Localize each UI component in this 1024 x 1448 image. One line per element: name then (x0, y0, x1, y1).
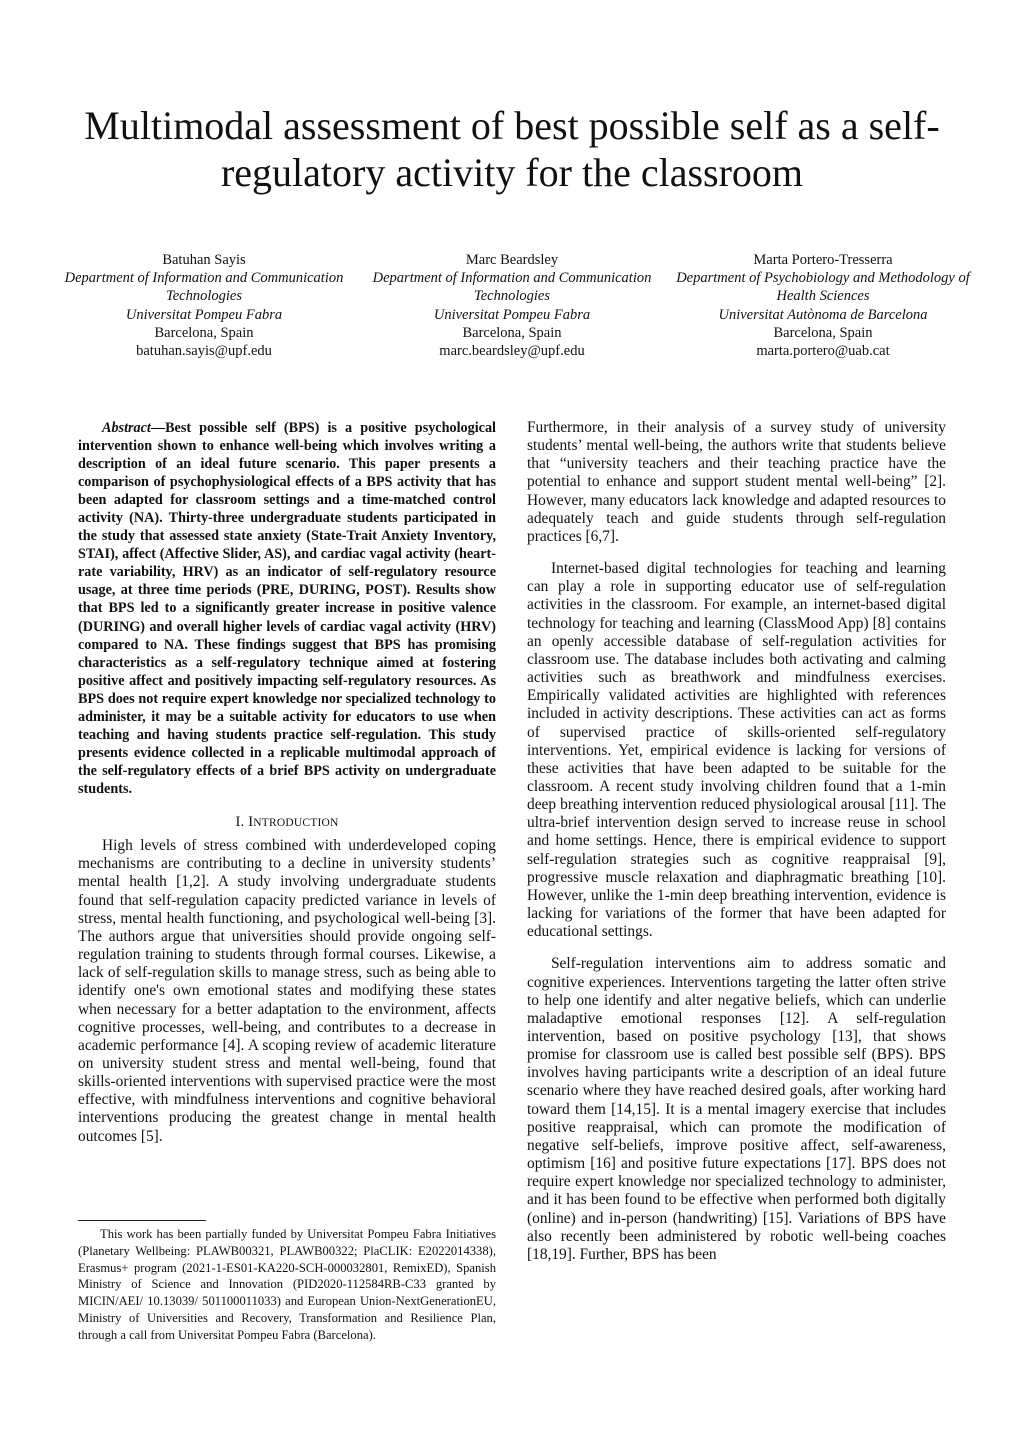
body-paragraph: Self-regulation interventions aim to address somatic and cognitive experiences. Interventions targeting the latter often strive to help one identify and alter negative beliefs, which can underlie maladaptive emotional responses [12]. A self-regulation intervention, based on positive psychology [13], that shows promise for classroom use is called best possible self (BPS). BPS involves having participants write a description of an ideal future scenario where they have reached desired goals, after working hard toward them [14,15]. It is a mental imagery exercise that includes positive reappraisal, which can promote the modification of negative self-beliefs, improve positive affect, self-awareness, optimism [16] and positive future expectations [17]. BPS does not require expert knowledge nor specialized technology to administer, and it has been found to be effective when performed both digitally (online) and in-person (handwriting) [15]. Variations of BPS have also recently been administered by robotic well-being coaches [18,19]. Further, BPS has been (527, 955, 946, 1263)
author-email[interactable]: marc.beardsley@upf.edu (439, 343, 585, 360)
abstract-label: Abstract (102, 420, 151, 436)
section-title-rest: NTRODUCTION (253, 816, 339, 829)
author-department: Department of Information and Communication Technologies (64, 270, 344, 305)
abstract-text: Best possible self (BPS) is a positive psychological intervention shown to enhance well-being which involves writing a description of an ideal future scenario. This paper presents a comparison of psychophysiological effects of a BPS activity that has been adapted for classroom settings and a time-matched control activity (NA). Thirty-three undergraduate students participated in the study that assessed state anxiety (State-Trait Anxiety Inventory, STAI), affect (Affective Slider, AS), and cardiac vagal activity (heart-rate variability, HRV) as an indicator of self-regulatory resource usage, at three time periods (PRE, DURING, POST). Results show that BPS led to a significantly greater increase in positive valence (DURING) and overall higher levels of cardiac vagal activity (HRV) compared to NA. These findings suggest that BPS has promising characteristics as a self-regulatory technique aimed at fostering positive affect and positively impacting self-regulatory resources. As BPS does not require expert knowledge nor specialized technology to administer, it may be a suitable activity for educators to use when teaching and having students practice self-regulation. This study presents evidence collected in a replicable multimodal approach of the self-regulatory effects of a brief BPS activity on undergraduate students. (78, 420, 496, 797)
abstract (78, 419, 496, 798)
body-paragraph: Internet-based digital technologies for teaching and learning can play a role in supporting educator use of self-regulation activities in the classroom. For example, an internet-based digital technology for teaching and learning (ClassMood App) [8] contains an openly accessible database of self-regulation activities for classroom use. The database includes both activating and calming activities such as breathwork and mindfulness exercises. Empirically validated activities are highlighted with references included in activity descriptions. These activities can act as forms of supervised practice of skills-oriented self-regulatory interventions. Yet, empirical evidence is lacking for versions of these activities that have been adapted to be suitable for the classroom. A recent study involving children found that a 1-min deep breathing intervention reduced physiological arousal [11]. The ultra-brief intervention design served to increase reuse in school and home settings. Hence, there is empirical evidence to support self-regulation strategies such as cognitive reappraisal [9], progressive muscle relaxation and diaphragmatic breathing [10]. However, unlike the 1-min deep breathing intervention, evidence is lacking for variations of the former that have been adapted for educational settings. (527, 560, 946, 941)
author-university: Universitat Autònoma de Barcelona (718, 306, 928, 323)
section-number: I. (235, 813, 245, 830)
intro-paragraph: High levels of stress combined with underdeveloped coping mechanisms are contributing to a decline in university students’ mental health [1,2]. A study involving undergraduate students found that self-regulation capacity predicted variance in levels of stress, mental health functioning, and psychological well-being [3]. The authors argue that universities should provide ongoing self-regulation training to students through formal courses. Likewise, a lack of self-regulation skills to manage stress, such as being able to identify one's own emotional states and modifying these states when necessary for a better adaptation to the environment, affects cognitive processes, well-being, and contributes to a decrease in academic performance [4]. A scoping review of academic literature on university student stress and mental well-being, found that skills-oriented interventions with supervised practice were the most effective, with mindfulness interventions and cognitive behavioral interventions producing the greatest change in mental health outcomes [5]. (78, 837, 496, 1145)
author-department: Department of Psychobiology and Methodology of Health Sciences (676, 270, 970, 305)
author-department: Department of Information and Communication Technologies (372, 270, 652, 305)
section-first-letter: I (248, 813, 254, 830)
author-location: Barcelona, Spain (154, 324, 254, 341)
author-email[interactable]: batuhan.sayis@upf.edu (136, 343, 272, 360)
footnote-divider (78, 1220, 206, 1221)
author-card (362, 251, 662, 360)
left-column (78, 419, 496, 1146)
section-heading-introduction (78, 813, 496, 832)
author-card (54, 251, 354, 360)
author-name: Marc Beardsley (465, 252, 559, 268)
author-university: Universitat Pompeu Fabra (125, 306, 283, 323)
body-paragraph: Furthermore, in their analysis of a survey study of university students’ mental well-being, the authors write that students believe that “university teachers and their teaching practice have the potential to enhance and support student mental well-being” [2]. However, many educators lack knowledge and adapted resources to adequately teach and guide students through self-regulation practices [6,7]. (527, 419, 946, 545)
right-column (527, 419, 946, 1264)
author-location: Barcelona, Spain (462, 324, 562, 341)
author-university: Universitat Pompeu Fabra (433, 306, 591, 323)
author-name: Batuhan Sayis (162, 252, 246, 268)
author-card (673, 251, 973, 360)
author-email[interactable]: marta.portero@uab.cat (756, 343, 890, 360)
funding-note: This work has been partially funded by Universitat Pompeu Fabra Initiatives (Planetary Wellbeing: PLAWB00321, PLAWB00322; PlaCLIK: E2022014338), Erasmus+ program (2021-1-ES01-KA220-SCH-000032801, RemixED), Spanish Ministry of Science and Innovation (PID2020-112584RB-C33 granted by MICIN/AEI/ 10.13039/ 501100011033) and European Union-NextGenerationEU, Ministry of Universities and Recovery, Transformation and Resilience Plan, through a call from Universitat Pompeu Fabra (Barcelona). (78, 1227, 496, 1342)
author-location: Barcelona, Spain (773, 324, 873, 341)
paper-title: Multimodal assessment of best possible self as a self-regulatory activity for the classroom (84, 103, 940, 195)
author-name: Marta Portero-Tresserra (753, 252, 893, 268)
footnote (78, 1226, 496, 1344)
abstract-dash: — (150, 420, 166, 436)
